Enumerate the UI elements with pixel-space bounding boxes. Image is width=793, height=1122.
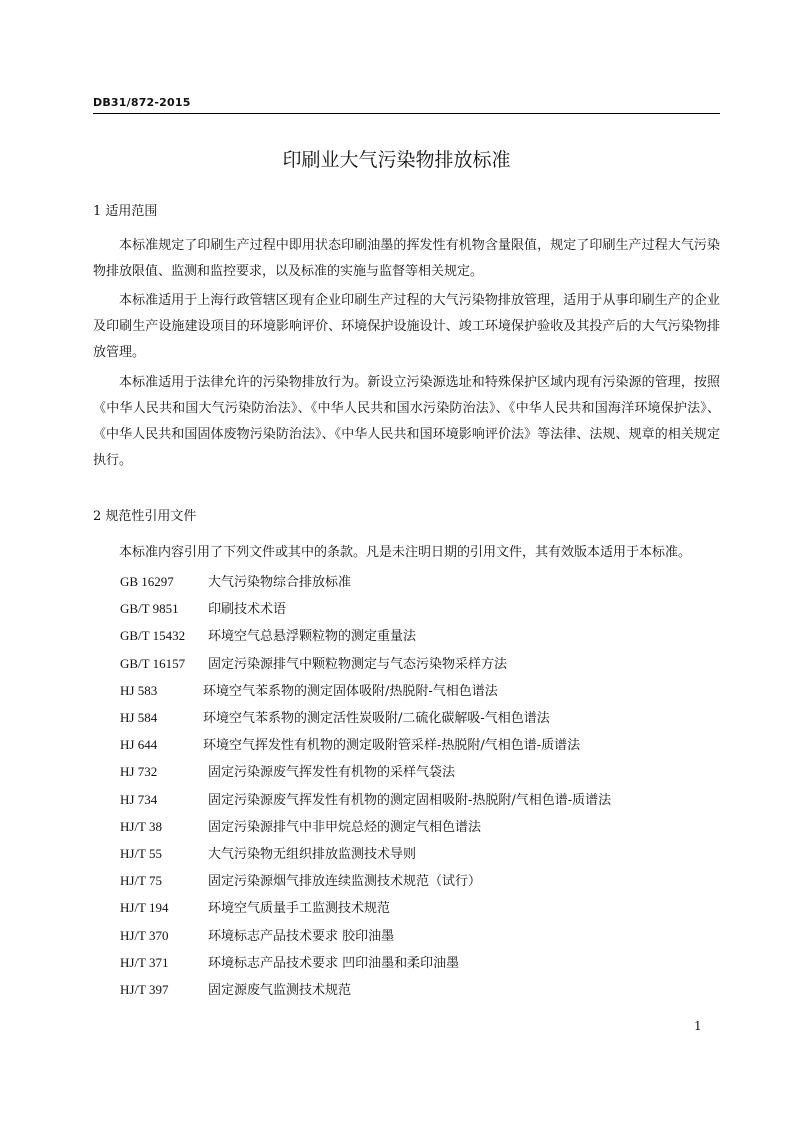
reference-item <box>120 979 351 998</box>
reference-item <box>120 707 550 726</box>
reference-title: 固定污染源废气挥发性有机物的测定固相吸附-热脱附/气相色谱-质谱法 <box>208 792 612 808</box>
reference-item <box>120 598 286 617</box>
document-title: 印刷业大气污染物排放标准 <box>282 149 511 171</box>
reference-code: HJ 732 <box>120 764 158 780</box>
reference-item <box>120 952 459 971</box>
document-code: DB31/872-2015 <box>93 96 191 109</box>
reference-code: HJ/T 397 <box>120 982 169 997</box>
section-1-paragraph-2: 本标准适用于上海行政管辖区现有企业印刷生产过程的大气污染物排放管理，适用于从事印刷生产的企业及印刷生产设施建设项目的环境影响评价、环境保护设施设计、竣工环境保护验收及其投产后的大气污染物排放管理。 <box>93 293 720 360</box>
reference-code: GB 16297 <box>120 574 174 589</box>
reference-title: 环境空气苯系物的测定固体吸附/热脱附-气相色谱法 <box>203 683 498 699</box>
reference-code: HJ 583 <box>120 682 158 698</box>
reference-item <box>120 653 507 672</box>
reference-title: 固定污染源废气挥发性有机物的采样气袋法 <box>208 765 456 781</box>
reference-item <box>120 625 416 644</box>
reference-code: HJ 734 <box>120 791 158 807</box>
reference-title: 环境空气苯系物的测定活性炭吸附/二硫化碳解吸-气相色谱法 <box>203 711 550 726</box>
reference-code: GB/T 15432 <box>120 628 186 644</box>
reference-title: 固定污染源烟气排放连续监测技术规范（试行） <box>208 874 482 890</box>
reference-title: 印刷技术术语 <box>208 602 287 618</box>
page-number: 1 <box>694 1019 702 1033</box>
reference-title: 固定源废气监测技术规范 <box>208 983 352 998</box>
section-1-paragraph-1: 本标准规定了印刷生产过程中即用状态印刷油墨的挥发性有机物含量限值，规定了印刷生产过程大气污染物排放限值、监测和监控要求，以及标准的实施与监督等相关规定。 <box>93 238 720 279</box>
reference-title: 环境空气总悬浮颗粒物的测定重量法 <box>208 629 417 645</box>
reference-code: HJ/T 370 <box>120 927 169 943</box>
reference-code: HJ/T 75 <box>120 873 163 889</box>
reference-code: GB/T 16157 <box>120 655 186 671</box>
reference-code: HJ/T 194 <box>120 900 169 916</box>
section-1-paragraph-3: 本标准适用于法律允许的污染物排放行为。新设立污染源选址和特殊保护区域内现有污染源的管理，按照《中华人民共和国大气污染防治法》、《中华人民共和国水污染防治法》、《中华人民共和国海洋环境保护法》、《中华人民共和国固体废物污染防治法》、《中华人民共和国环境影响评价法》等法律、法规、规章的相关规定执行。 <box>93 375 720 468</box>
header-divider <box>93 113 720 114</box>
reference-title: 大气污染物无组织排放监测技术导则 <box>208 847 417 862</box>
reference-item <box>120 571 351 590</box>
reference-code: GB/T 9851 <box>120 601 179 617</box>
reference-code: HJ/T 55 <box>120 846 163 861</box>
reference-title: 环境标志产品技术要求 胶印油墨 <box>208 928 395 944</box>
reference-item <box>120 897 390 916</box>
reference-item <box>120 734 580 753</box>
reference-code: HJ/T 371 <box>120 954 169 970</box>
reference-code: HJ 644 <box>120 737 158 753</box>
reference-item <box>120 761 455 780</box>
reference-item <box>120 816 481 835</box>
reference-title: 固定污染源排气中颗粒物测定与气态污染物采样方法 <box>208 656 508 672</box>
section-1-heading: 1 适用范围 <box>93 204 158 219</box>
section-2-intro: 本标准内容引用了下列文件或其中的条款。凡是未注明日期的引用文件，其有效版本适用于本标准。 <box>119 545 692 560</box>
section-2-heading: 2 规范性引用文件 <box>93 509 197 524</box>
reference-title: 环境标志产品技术要求 凹印油墨和柔印油墨 <box>208 955 460 971</box>
reference-code: HJ 584 <box>120 710 158 725</box>
reference-title: 环境空气质量手工监测技术规范 <box>208 901 391 917</box>
reference-title: 固定污染源排气中非甲烷总烃的测定气相色谱法 <box>208 819 482 835</box>
reference-item <box>120 789 611 808</box>
reference-item <box>120 925 394 944</box>
reference-title: 大气污染物综合排放标准 <box>208 575 352 590</box>
reference-title: 环境空气挥发性有机物的测定吸附管采样-热脱附/气相色谱-质谱法 <box>203 738 581 754</box>
reference-item <box>120 680 498 699</box>
reference-item <box>120 843 416 862</box>
reference-code: HJ/T 38 <box>120 818 163 834</box>
reference-item <box>120 870 481 889</box>
